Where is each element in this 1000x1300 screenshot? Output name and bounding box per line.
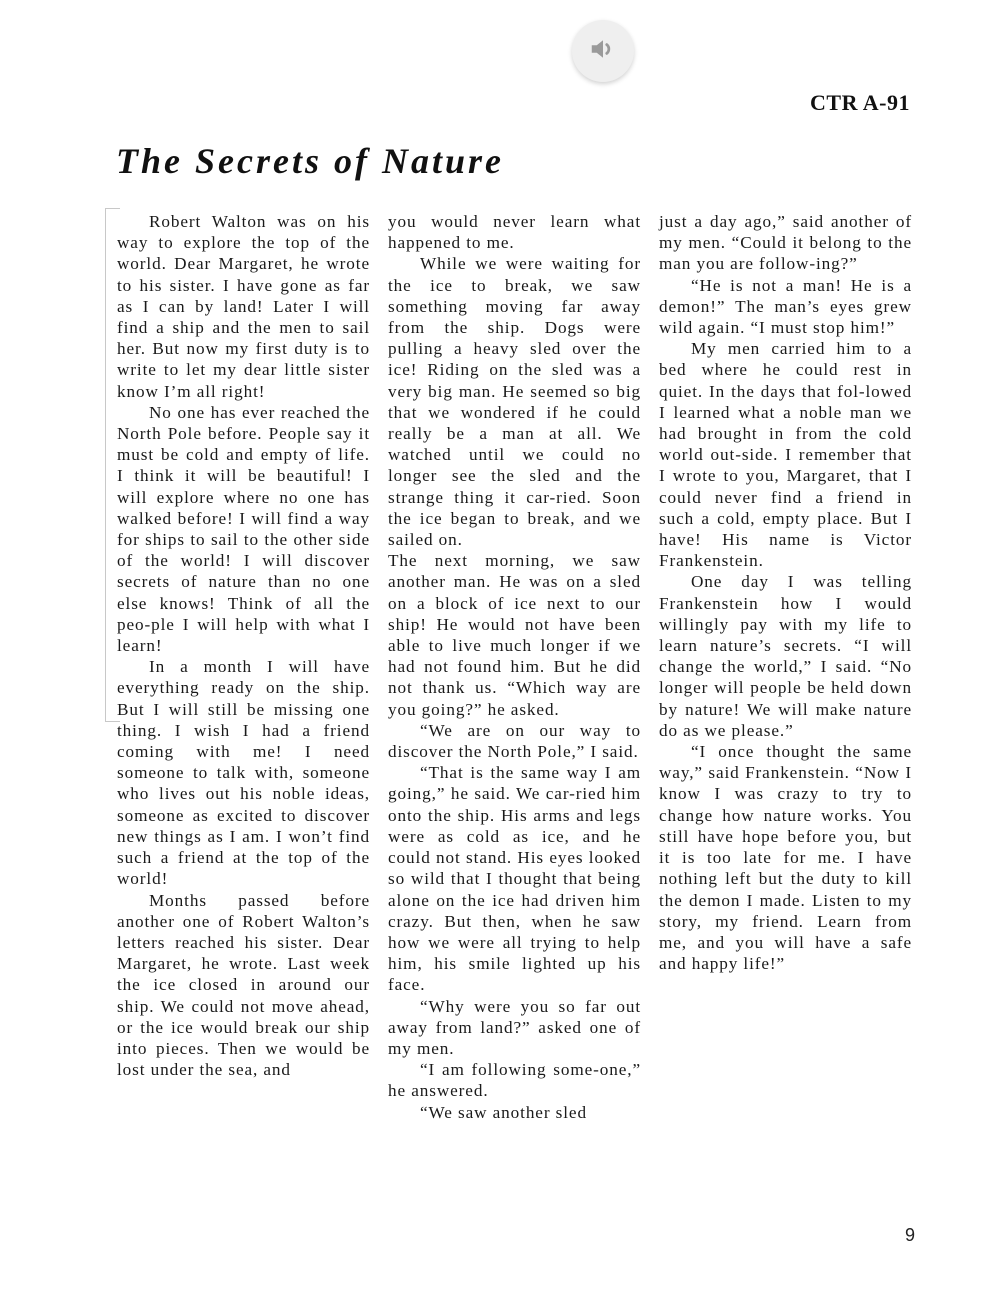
paragraph: No one has ever reached the North Pole before. People say it must be cold and empty of life. I think it will be beautiful! I will explore where no one has walked before! I will find a way for ships to sail to the other side of the world! I will discover secrets of nature than no one else knows! Think of all the peo-ple I will help with what I learn!: [117, 402, 370, 656]
text-column-2: [388, 211, 641, 1123]
text-column-1: [117, 211, 370, 1080]
paragraph: Months passed before another one of Robert Walton’s letters reached his sister. Dear Margaret, he wrote. Last week the ice closed in around our ship. We could not move ahead, or the ice would break our ship into pieces. Then we would be lost under the sea, and: [117, 890, 370, 1080]
paragraph: “We are on our way to discover the North Pole,” I said.: [388, 720, 641, 762]
paragraph: In a month I will have everything ready on the ship. But I will still be missing one thing. I wish I had a friend coming with me! I need someone to talk with, someone who lives out his noble ideas, someone as excited to discover new things as I am. I won’t find such a friend at the top of the world!: [117, 657, 370, 889]
page-number: 9: [905, 1225, 916, 1245]
paragraph: One day I was telling Frankenstein how I would willingly pay with my life to learn nature’s secrets. “I will change the world,” I said. “No longer will people be held down by nature! We will make nature do as we please.”: [659, 572, 912, 740]
paragraph: My men carried him to a bed where he could rest in quiet. In the days that fol-lowed I learned what a noble man we had brought in from the cold world out-side. I remember that I wrote to you, Margaret, that I could never find a friend in such a cold, empty place. But I have! His name is Victor Frankenstein.: [659, 339, 912, 571]
paragraph: While we were waiting for the ice to break, we saw something moving far away from the ship. Dogs were pulling a heavy sled over the ice! Riding on the sled was a very big man. He seemed so big that we wondered if he could really be a man at all. We watched until we could no longer see the sled and the strange thing it car-ried. Soon the ice began to break, and we sailed on.: [388, 254, 641, 550]
paragraph: “I once thought the same way,” said Frankenstein. “Now I know I was crazy to try to change how nature works. You still have hope before you, but it is too late for me. I have nothing left but the duty to kill the demon I made. Listen to my story, my friend. Learn from me, and you will have a safe and happy life!”: [659, 742, 912, 974]
paragraph: Robert Walton was on his way to explore the top of the world. Dear Margaret, he wrote to his sister. I have gone as far as I can by land! Later I will find a ship and the men to sail her. But now my first duty is to write to let my dear little sister know I’m all right!: [117, 212, 370, 401]
page-title: The Secrets of Nature: [116, 141, 504, 181]
audio-play-button[interactable]: [572, 20, 634, 82]
paragraph: The next morning, we saw another man. He was on a sled on a block of ice next to our ship! He would not have been able to live much longer if we had not found him. But he did not thank us. “Which way are you going?” he asked.: [388, 551, 641, 719]
paragraph: you would never learn what happened to me.: [388, 212, 641, 253]
paragraph: “I am following some-one,” he answered.: [388, 1060, 641, 1101]
paragraph: just a day ago,” said another of my men. “Could it belong to the man you are follow-ing?”: [659, 212, 912, 274]
paragraph: “Why were you so far out away from land?” asked one of my men.: [388, 996, 641, 1058]
speaker-icon: [588, 34, 618, 69]
paragraph: “He is not a man! He is a demon!” The man’s eyes grew wild again. “I must stop him!”: [659, 275, 912, 338]
paragraph: “We saw another sled: [420, 1102, 587, 1122]
text-column-3: [659, 211, 912, 974]
series-code: CTR A-91: [810, 90, 910, 115]
paragraph: “That is the same way I am going,” he said. We car-ried him onto the ship. His arms and legs were as cold as ice, and he could not stand. His eyes looked so wild that I thought that being alone on the ice had driven him crazy. But then, when he saw how we were all trying to help him, his smile lighted up his face.: [388, 763, 641, 995]
